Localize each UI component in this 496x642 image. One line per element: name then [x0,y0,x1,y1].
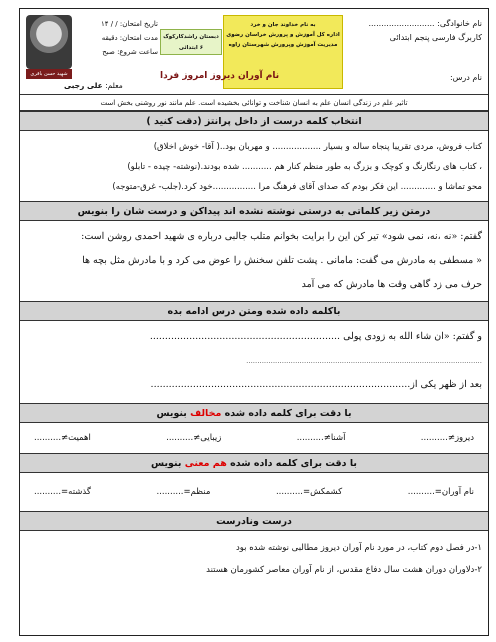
synonym-item: گذشته=.......... [34,487,91,497]
s1-line-3: محو تماشا و ............. این فکر بودم که صدای آقای فرهنگ مرا ................خود کرد.(جلب- غرق-متوجه) [112,182,482,192]
school-badge: دبستان راشدکارکوک ۶ ابتدائی [160,29,222,55]
portrait-caption: شهید حسن باقری [26,69,72,79]
s6-line-2: ۲-دلاوران دوران هشت سال دفاع مقدس، از نام آوران معاصر کشورمان هستند [206,565,482,575]
exam-meta [76,17,158,59]
s2-line-2: « مسطفی به مادرش می گفت: مامانی . پشت تلفن سخنش را عوض می کرد و با مادرش مثل بچه ها [82,255,482,266]
antonym-item: اهمیت≠.......... [34,433,91,443]
section-1-title: انتخاب کلمه درست از داخل پرانتز (دقت کنید ) [20,111,488,131]
exam-start-time: ساعت شروع: صبح [102,48,158,56]
antonym-item: دیروز≠.......... [420,433,474,443]
synonym-item: کشمکش=.......... [275,487,343,497]
synonym-item: نام آوران=.......... [407,487,474,497]
intro-line: تاثیر علم در زندگی انسان علم به انسان شناخت و توانائی بخشیده است. علم مانند نور روشنی بخش است [20,95,488,111]
section-6-title: درست ونادرست [20,511,488,531]
s1-line-1: کتاب فروش، مردی تقریبا پنجاه ساله و بسیار .................. و مهربان بود..( آقا- خوش اخلاق) [153,142,482,152]
s1-line-2: ، کتاب های رنگارنگ و کوچک و بزرگ به طور منظم کنار هم ........... شده بودند.(نوشته- چیده - تابلو) [127,162,482,172]
org-line-2: اداره کل آموزش و پرورش خراسان رضوی [226,32,340,38]
s3-line-3: بعد از ظهر یکی از...................................................................................... [150,379,482,390]
s6-line-1: ۱-در فصل دوم کتاب، در مورد نام آوران دیروز مطالبی نوشته شده بود [235,543,482,553]
antonym-row [20,423,488,453]
section-4-title: با دقت برای کلمه داده شده مخالف بنویس [20,403,488,423]
s2-line-3: حرف می زد گاهی وقت ها مادرش که می آمد [301,279,482,290]
workbook-title: کاربرگ فارسی پنجم ابتدائی [389,33,482,42]
lesson-label: نام درس: [449,73,482,82]
section-2-title: درمتن زیر کلماتی به درستی نوشته نشده اند پیداکن و درست شان را بنویس [20,201,488,221]
student-info [352,17,482,45]
section-5-title: با دقت برای کلمه داده شده هم معنی بنویس [20,453,488,473]
surname-field: نام خانوادگی: .......................... [368,19,482,28]
exam-date: تاریخ امتحان: / / ۱۴ [100,20,158,28]
antonym-item: زیبایی≠.......... [166,433,222,443]
s3-line-1: و گفتم: «ان شاء الله به زودی پولی ............................................................... [149,331,482,342]
exam-duration: مدت امتحان: دقیقه [101,34,158,42]
synonym-item: منظم=.......... [156,487,211,497]
exam-sheet [19,8,489,636]
section-3-title: باکلمه داده شده ومتن درس ادامه بده [20,301,488,321]
antonym-item: آشنا≠.......... [296,433,346,443]
teacher-info: معلم: علی رجبی [64,81,123,90]
martyr-portrait [26,15,72,69]
org-line-1: به نام خداوند جان و خرد [250,22,316,28]
org-line-3: مدیریت آموزش وپرورش شهرستان زاوه [228,42,338,48]
s2-line-1: گفتم: «نه ،نه، نمی شود» تیر کن این را برایت بخوانم متلب جالبی درباره ی شهید احمدی روشن است: [81,231,482,242]
lesson-name: نام آوران دیروز امروز فردا [160,71,280,81]
s3-line-2: .......................................................................................................... [246,357,482,365]
synonym-row [20,473,488,511]
exam-header [20,9,488,95]
